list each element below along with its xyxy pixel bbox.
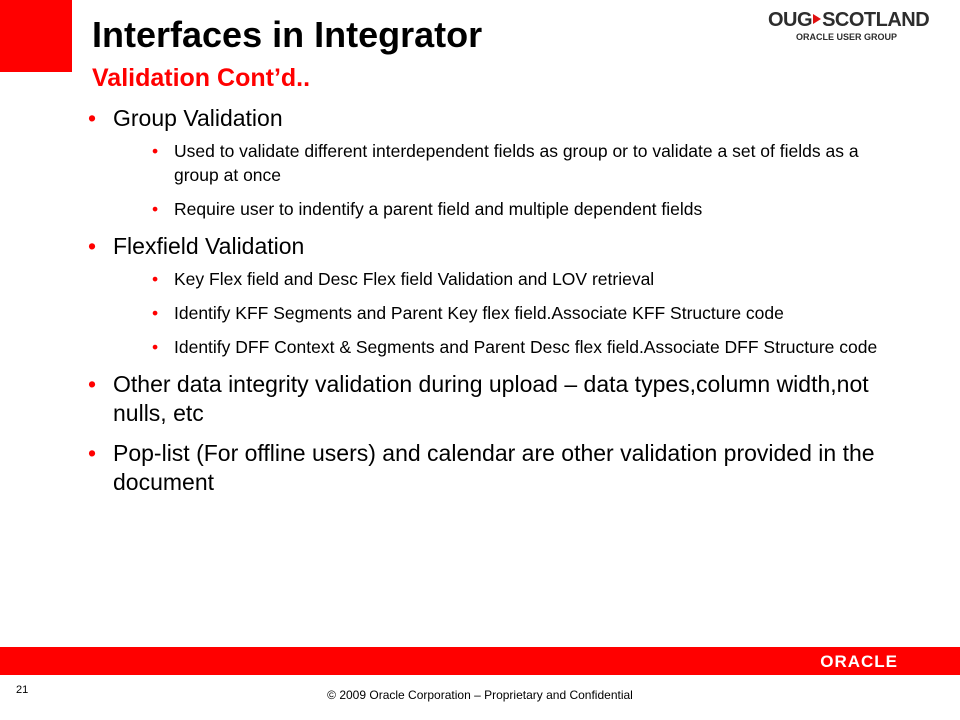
- bullet-list: [88, 104, 908, 508]
- bullet-data-integrity: [88, 370, 908, 428]
- bullet-pop-list: [88, 439, 908, 497]
- sub-bullet-list: [113, 267, 908, 359]
- bullet-group-validation: [88, 104, 908, 221]
- corner-accent-block: [0, 0, 72, 72]
- sub-bullet: • Identify DFF Context & Segments and Parent Desc flex field.Associate DFF Structure code: [138, 335, 908, 359]
- slide-subtitle: Validation Cont’d..: [92, 64, 311, 92]
- copyright-notice: © 2009 Oracle Corporation – Proprietary and Confidential: [327, 688, 633, 702]
- slide-title: Interfaces in Integrator: [92, 14, 483, 55]
- logo-wordmark: [768, 9, 929, 32]
- logo-text-scotland: SCOTLAND: [822, 9, 930, 31]
- bullet-text: Pop-list (For offline users) and calendar are other validation provided in the document: [113, 440, 875, 495]
- logo-text-oug: OUG: [768, 9, 813, 31]
- oracle-logo: ORACLE: [820, 652, 898, 671]
- page-number: 21: [16, 684, 29, 696]
- sub-bullet: • Key Flex field and Desc Flex field Validation and LOV retrieval: [138, 267, 908, 291]
- oug-scotland-logo: [768, 9, 948, 51]
- bullet-flexfield-validation: [88, 232, 908, 359]
- sub-bullet-list: [113, 139, 908, 221]
- bullet-text: Flexfield Validation: [113, 233, 305, 259]
- sub-bullet: • Used to validate different interdependent fields as group or to validate a set of fields as a group at once: [138, 139, 908, 187]
- footer-bar: [0, 647, 960, 675]
- logo-tagline: ORACLE USER GROUP: [796, 32, 898, 42]
- bullet-text: Other data integrity validation during upload – data types,column width,not nulls, etc: [113, 371, 869, 426]
- logo-arrow-icon: [813, 14, 821, 24]
- bullet-text: Group Validation: [113, 105, 283, 131]
- sub-bullet: • Require user to indentify a parent field and multiple dependent fields: [138, 197, 908, 221]
- sub-bullet: • Identify KFF Segments and Parent Key flex field.Associate KFF Structure code: [138, 301, 908, 325]
